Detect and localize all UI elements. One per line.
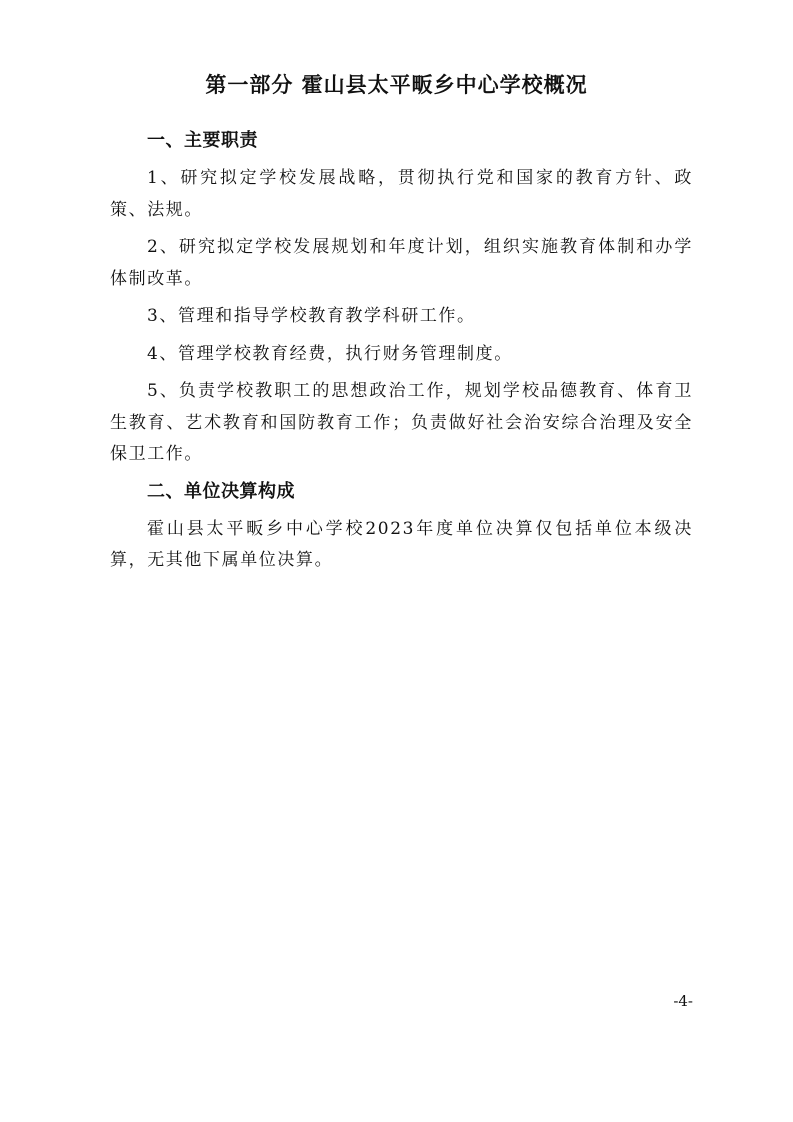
document-body [110, 126, 693, 583]
duty-item-3: 3、管理和指导学校教育教学科研工作。 [147, 306, 476, 326]
section-heading-budget-composition: 二、单位决算构成 [147, 480, 295, 502]
page-title: 第一部分 霍山县太平畈乡中心学校概况 [205, 73, 588, 97]
section-heading-main-duties: 一、主要职责 [147, 130, 258, 151]
duty-item-2: 2、研究拟定学校发展规划和年度计划，组织实施教育体制和办学体制改革。 [110, 237, 693, 289]
budget-composition-paragraph: 霍山县太平畈乡中心学校2023年度单位决算仅包括单位本级决算，无其他下属单位决算。 [110, 518, 693, 570]
duty-item-1: 1、研究拟定学校发展战略，贯彻执行党和国家的教育方针、政策、法规。 [110, 168, 693, 220]
page-number: -4- [673, 992, 693, 1010]
duty-item-5: 5、负责学校教职工的思想政治工作，规划学校品德教育、体育卫生教育、艺术教育和国防教育工作；负责做好社会治安综合治理及安全保卫工作。 [110, 381, 693, 464]
duty-item-4: 4、管理学校教育经费，执行财务管理制度。 [147, 343, 513, 364]
